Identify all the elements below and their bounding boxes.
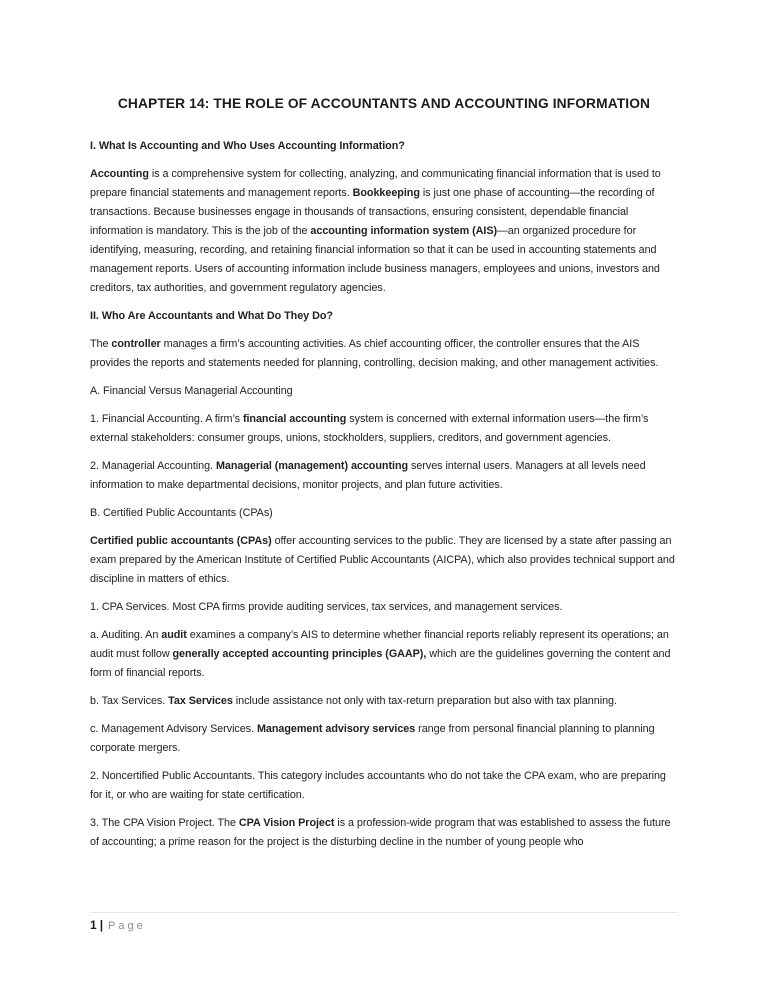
bold-term: audit	[161, 629, 187, 641]
text-run: 1. CPA Services. Most CPA firms provide auditing services, tax services, and management services.	[90, 601, 563, 613]
page-footer	[90, 917, 146, 934]
section-heading	[90, 137, 678, 156]
bold-term: CPA Vision Project	[238, 817, 335, 829]
paragraph	[90, 720, 678, 758]
bold-term: Tax Services	[168, 695, 233, 707]
bold-term: Management advisory services	[256, 723, 416, 735]
bold-term: Accounting	[90, 168, 149, 180]
bold-term: controller	[111, 338, 161, 350]
bold-term: generally accepted accounting principles (GAAP),	[172, 648, 427, 660]
document-body	[90, 137, 678, 852]
bold-term: Managerial (management) accounting	[215, 460, 409, 472]
paragraph	[90, 692, 678, 711]
text-run: 1. Financial Accounting. A firm’s	[90, 413, 243, 425]
text-run: include assistance not only with tax-return preparation but also with tax planning.	[232, 695, 617, 707]
paragraph	[90, 504, 678, 523]
bold-term: Certified public accountants (CPAs)	[90, 535, 272, 547]
text-run: offer accounting services to the public. They are licensed by a state after passing an exam prepared by the American Institute of Certified Public Accountants (AICPA), which also provides technical support and discipline in matters of ethics.	[90, 535, 675, 585]
text-run: manages a firm’s accounting activities. As chief accounting officer, the controller ensures that the AIS provides the reports and statements needed for planning, controlling, decision making, and other management activities.	[90, 338, 659, 369]
footer-page-label: Page	[108, 920, 146, 932]
text-run: b. Tax Services.	[90, 695, 169, 707]
text-run: B. Certified Public Accountants (CPAs)	[90, 507, 273, 519]
text-run: —an organized procedure for identifying, measuring, recording, and retaining financial information so that it can be used in accounting statements and management reports. Users of accounting information include business managers, employees and unions, investors and creditors, tax authorities, and government regulatory agencies.	[90, 225, 660, 294]
section-heading	[90, 307, 678, 326]
document-title: CHAPTER 14: THE ROLE OF ACCOUNTANTS AND ACCOUNTING INFORMATION	[117, 96, 651, 111]
paragraph	[90, 457, 678, 495]
text-run: examines a company’s AIS to determine whether financial reports reliably represent its operations; an audit must follow	[90, 629, 669, 660]
paragraph	[90, 165, 678, 298]
text-run: The	[90, 338, 112, 350]
text-run: serves internal users. Managers at all levels need information to make departmental decisions, monitor projects, and plan future activities.	[90, 460, 646, 491]
bold-term: Bookkeeping	[352, 187, 420, 199]
paragraph	[90, 410, 678, 448]
text-run: c. Management Advisory Services.	[90, 723, 257, 735]
bold-term: accounting information system (AIS)	[310, 225, 498, 237]
text-run: is a comprehensive system for collecting, analyzing, and communicating financial information that is used to prepare financial statements and management reports.	[90, 168, 661, 199]
footer-separator: |	[99, 918, 104, 932]
text-run: 3. The CPA Vision Project. The	[90, 817, 239, 829]
text-run: 2. Noncertified Public Accountants. This category includes accountants who do not take the CPA exam, who are preparing for it, or who are waiting for state certification.	[90, 770, 666, 801]
paragraph	[90, 598, 678, 617]
text-run: A. Financial Versus Managerial Accounting	[90, 385, 293, 397]
text-run: a. Auditing. An	[90, 629, 162, 641]
paragraph	[90, 335, 678, 373]
bold-term: I. What Is Accounting and Who Uses Accounting Information?	[90, 140, 405, 152]
paragraph	[90, 532, 678, 589]
paragraph	[90, 814, 678, 852]
paragraph	[90, 382, 678, 401]
text-run: 2. Managerial Accounting.	[90, 460, 216, 472]
text-run: is just one phase of accounting—the recording of transactions. Because businesses engage in thousands of transactions, ensuring consistent, dependable financial information is mandatory. This is the job of the	[90, 187, 655, 237]
footer-rule	[90, 912, 678, 913]
paragraph	[90, 626, 678, 683]
paragraph	[90, 767, 678, 805]
bold-term: II. Who Are Accountants and What Do They Do?	[90, 310, 333, 322]
bold-term: financial accounting	[242, 413, 347, 425]
text-run: which are the guidelines governing the content and form of financial reports.	[90, 648, 671, 679]
document-content	[90, 94, 678, 861]
text-run: range from personal financial planning to planning corporate mergers.	[90, 723, 655, 754]
text-run: system is concerned with external information users—the firm’s external stakeholders: consumer groups, unions, stockholders, suppliers, creditors, and government agencies.	[90, 413, 649, 444]
footer-page-number: 1	[90, 918, 97, 932]
text-run: is a profession-wide program that was established to assess the future of accounting; a prime reason for the project is the disturbing decline in the number of young people who	[90, 817, 671, 848]
